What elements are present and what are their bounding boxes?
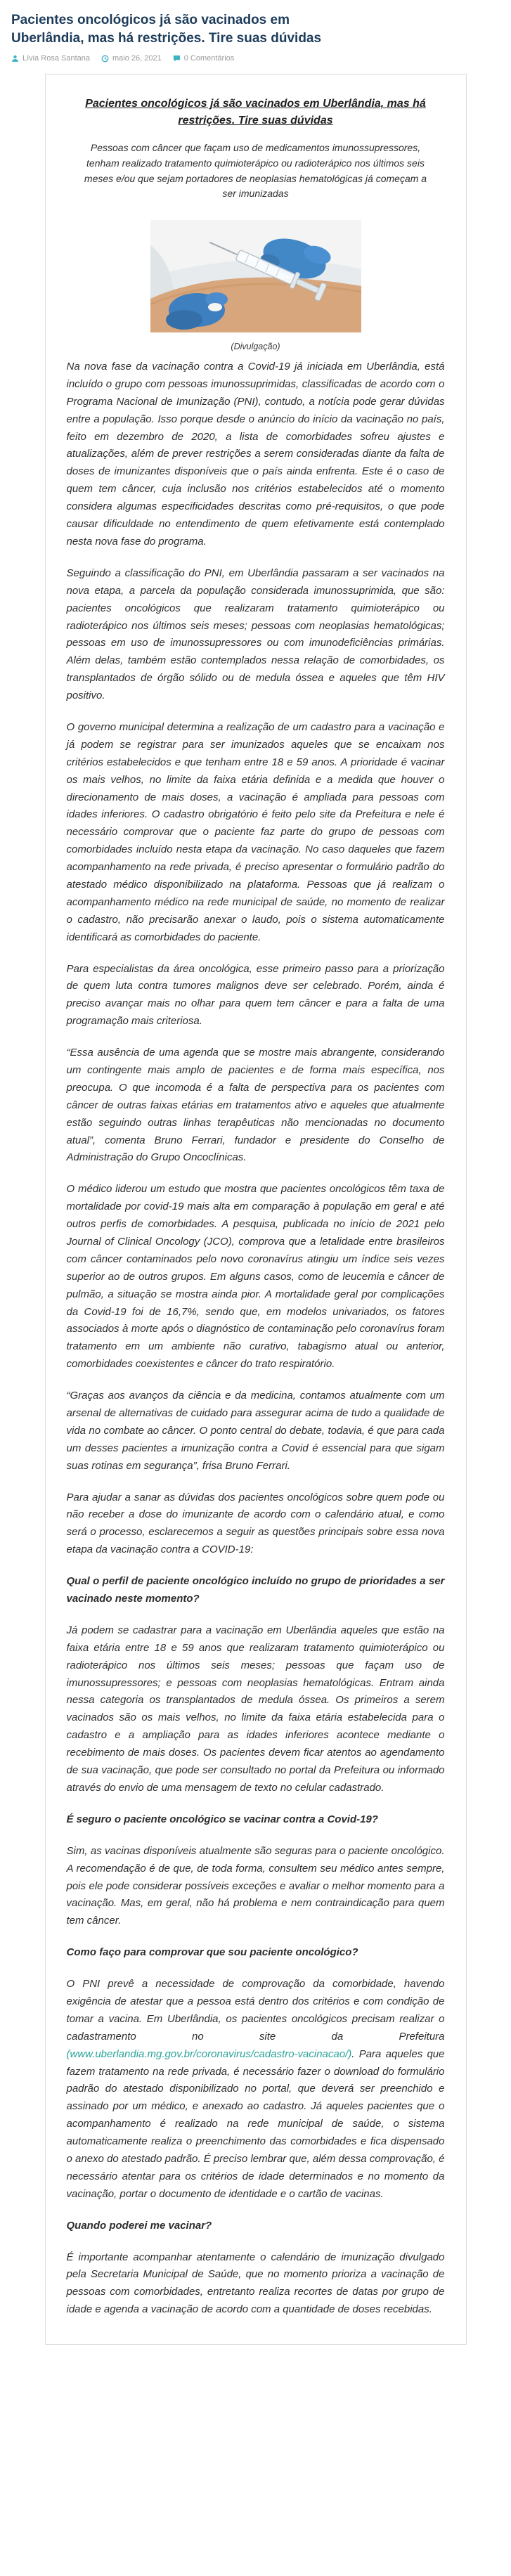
text-before-link: O PNI prevê a necessidade de comprovação da comorbidade, havendo exigência de atestar que a pessoa está dentro dos critérios e com condição de tomar a vacina. Em Uberlândia, os pacientes oncológicos precisam realizar o cadastramento no site da Prefeitura [66,1978,445,2043]
paragraph: O médico liderou um estudo que mostra que pacientes oncológicos têm taxa de mortalidade por covid-19 mais alta em comparação à população em geral e até outros perfis de comorbidades. A pesquisa, publicada no início de 2021 pelo Journal of Clinical Oncology (JCO), comprova que a letalidade entre brasileiros com câncer contaminados pelo novo coronavírus atingiu um índice seis vezes superior ao de outros grupos. Em alguns casos, como de leucemia e câncer de pulmão, a situação se mostra ainda pior. A mortalidade geral por complicações da Covid-19 foi de 16,7%, sendo que, em modelos univariados, os fatores associados à morte após o diagnóstico de contaminação pelo coronavírus foram tratamento em um ambiente não curativo, tabagismo atual ou anterior, comorbidades coexistentes e câncer do trato respiratório. [66,1183,445,1371]
paragraph: Na nova fase da vacinação contra a Covid-19 já iniciada em Uberlândia, está incluído o grupo com pessoas imunossuprimidas, classificadas de acordo com o Programa Nacional de Imunização (PNI), contudo, a notícia pode gerar dúvidas entre a população. Isso porque desde o anúncio do início da vacinação no país, feito em dezembro de 2020, a lista de comorbidades sofreu ajustes e atualizações, além de prever restrições a serem consideradas diante da falta de doses de imunizantes disponíveis que o país ainda enfrenta. Este é o caso de quem tem câncer, cuja inclusão nos critérios estabelecidos até o momento considera algumas especificidades descritas como pré-requisitos, o que pode causar dificuldade no entendimento de quem efetivamente está contemplado nesta nova fase do programa. [66,361,445,548]
paragraph: O governo municipal determina a realização de um cadastro para a vacinação e já podem se registrar para ser imunizados aqueles que se encaixam nos critérios estabelecidos e que tenham entre 18 e 59 anos. A prioridade é vacinar os mais velhos, no limite da faixa etária definida e a medida que houver o direcionamento de mais doses, a vacinação é ampliada para pessoas com idades inferiores. O cadastro obrigatório é feito pelo site da Prefeitura e nele é necessário comprovar que o paciente faz parte do grupo de pessoas com comorbidades incluído nesta etapa da vacinação. No caso daqueles que fazem acompanhamento na rede privada, é preciso apresentar o formulário padrão do atestado médico disponibilizado na plataforma. Pessoas que já realizam o acompanhamento médico na rede municipal de saúde, no momento de realizar o cadastro, não precisarão anexar o laudo, pois o sistema automaticamente identificará as comorbidades do paciente. [66,720,445,943]
article-figure [67,220,445,351]
post-date [101,54,162,63]
author-name: Lívia Rosa Santana [22,54,91,63]
question-safety: É seguro o paciente oncológico se vacinar contra a Covid-19? [66,1813,378,1825]
question-when: Quando poderei me vacinar? [66,2219,212,2232]
person-icon [11,55,19,63]
quote-paragraph: “Essa ausência de uma agenda que se mostre mais abrangente, considerando um contingente mais amplo de pacientes e de forma mais específica, nos preocupa. O que incomoda é a falta de perspectiva para os pacientes com câncer de outras faixas etárias em tratamentos ativo e aqueles que atualmente estão seguindo outras linhas terapêuticas não mencionadas no documento atual”, comenta Bruno Ferrari, fundador e presidente do Conselho de Administração do Grupo Oncoclínicas. [66,1047,445,1164]
date-text: maio 26, 2021 [112,54,162,63]
paragraph: Para especialistas da área oncológica, esse primeiro passo para a priorização de quem luta contra tumores malignos deve ser celebrado. Porém, ainda é preciso avançar mais no olhar para quem tem câncer e para a falta de uma programação mais criteriosa. [66,962,445,1028]
text-after-link: . Para aqueles que fazem tratamento na rede privada, é necessário fazer o download do formulário padrão do atestado disponibilizado no portal, que deverá ser preenchido e assinado por um médico, e anexado ao cadastro. Já aqueles pacientes que o acompanhamento é realizado na rede municipal de saúde, o sistema automaticamente realiza o preenchimento das comorbidades e fica dispensado o anexo do atestado padrão. É preciso lembrar que, além dessa comprovação, é necessário atentar para os critérios de idade determinados e no momento da vacinação, portar o documento de identidade e o cartão de vacinas. [66,2047,445,2200]
article-headline[interactable]: Pacientes oncológicos já são vacinados em Uberlândia, mas há restrições. Tire suas dúvidas [85,98,426,127]
cadastro-vacinacao-link[interactable]: (www.uberlandia.mg.gov.br/coronavirus/cadastro-vacinacao/) [66,2047,352,2060]
article-card [45,74,467,2345]
paragraph: Seguindo a classificação do PNI, em Uberlândia passaram a ser vacinados na nova etapa, a parcela da população considerada imunossuprimida, que são: pacientes oncológicos que realizaram tratamento quimioterápico ou radioterápico nos últimos seis meses; pessoas com neoplasias hematológicas; pessoas em uso de imunossupressores ou com imunodeficiências primárias. Além delas, também estão contemplados nessa relação de comorbidades, os transplantados de órgão sólido ou de medula óssea e aqueles que têm HIV positivo. [66,567,445,702]
paragraph: Para ajudar a sanar as dúvidas dos pacientes oncológicos sobre quem pode ou não receber a dose do imunizante de acordo com o calendário atual, e como será o processo, esclarecemos a seguir as questões principais sobre essa nova etapa da vacinação contra a COVID-19: [66,1491,445,1556]
clock-icon [101,55,109,63]
post-meta [11,54,500,63]
paragraph: Já podem se cadastrar para a vacinação em Uberlândia aqueles que estão na faixa etária entre 18 e 59 anos que realizaram tratamento quimioterápico ou radioterápico nos últimos seis meses; pessoas que façam uso de imunossupressores; e pessoas com neoplasias hematológicas. Entram ainda nessa categoria os transplantados de medula óssea. Os primeiros a serem vacinados são os mais velhos, no limite da faixa etária estabelecida para o cadastro e a ampliação para as idades inferiores acontece mediante o recebimento de mais doses. Os pacientes devem ficar atentos ao agendamento de sua vacinação, que pode ser consultado no portal da Prefeitura ou informado através do envio de uma mensagem de texto no celular cadastrado. [66,1624,445,1794]
author-link[interactable] [11,54,90,63]
comments-count: 0 Comentários [183,54,235,63]
page-title: Pacientes oncológicos já são vacinados em Uberlândia, mas há restrições. Tire suas dúvidas [11,13,322,46]
paragraph-with-link [67,1976,445,2203]
image-caption: (Divulgação) [231,342,280,352]
article-lead: Pessoas com câncer que façam uso de medicamentos imunossupressores, tenham realizado tratamento quimioterápico ou radioterápico nos últimos seis meses e/ou que sejam portadores de neoplasias hematológicas já começam a ser imunizadas [84,142,427,200]
comment-bubble-icon [173,55,181,63]
vaccination-image [150,220,361,332]
question-profile: Qual o perfil de paciente oncológico incluído no grupo de prioridades a ser vacinado neste momento? [66,1575,445,1605]
question-proof: Como faço para comprovar que sou paciente oncológico? [66,1946,358,1959]
quote-paragraph: “Graças aos avanços da ciência e da medicina, contamos atualmente com um arsenal de alternativas de cuidado para assegurar acima de tudo a qualidade de vida no combate ao câncer. O ponto central do debate, todavia, é que para cada um desses pacientes a imunização contra a Covid é essencial para que sigam suas rotinas em segurança”, frisa Bruno Ferrari. [66,1390,445,1472]
comments-link[interactable] [173,54,235,63]
paragraph: Sim, as vacinas disponíveis atualmente são seguras para o paciente oncológico. A recomendação é de que, de toda forma, consultem seu médico antes sempre, pois ele pode considerar possíveis exceções e avaliar o melhor momento para a vacinação. Mas, em geral, não há problema e nem contraindicação para quem tem câncer. [66,1844,445,1927]
paragraph: É importante acompanhar atentamente o calendário de imunização divulgado pela Secretaria Municipal de Saúde, que no momento prioriza a vacinação de pessoas com comorbidades, entretanto realiza recortes de datas por grupo de idade e agenda a vacinação de acordo com a quantidade de doses recebidas. [66,2251,445,2316]
post-header [11,11,500,63]
